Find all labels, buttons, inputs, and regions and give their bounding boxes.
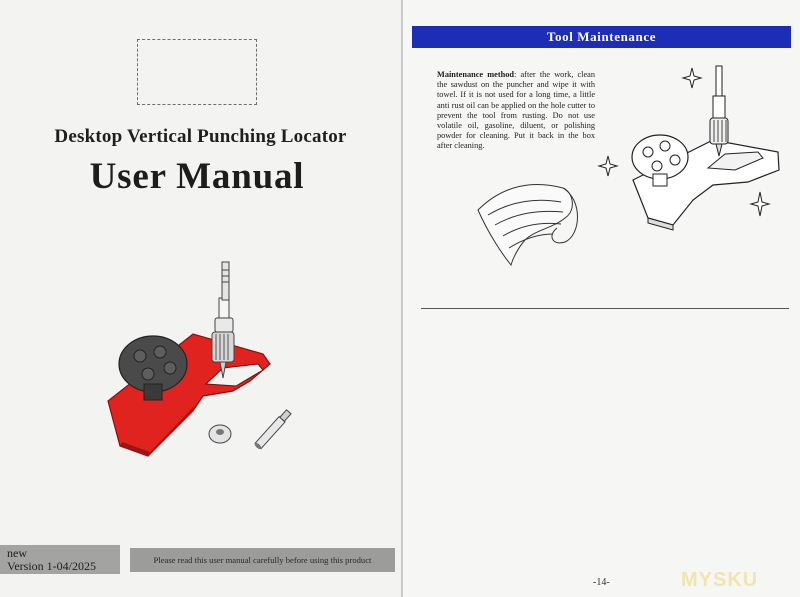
- version-number: Version 1-04/2025: [7, 559, 96, 573]
- watermark: MYSKU: [681, 569, 759, 591]
- section-header: Tool Maintenance: [412, 26, 791, 48]
- page-number: -14-: [593, 577, 610, 588]
- manual-title: User Manual: [89, 156, 305, 197]
- version-box: [0, 545, 120, 574]
- towel-drawing: [478, 184, 578, 265]
- version-new: new: [7, 546, 27, 560]
- maintenance-body: : after the work, clean the sawdust on the puncher and wipe it with towel. If it is not used for a long time, a little anti rust oil can be applied on the hole cutter to prevent the tool from rusting. Do not use volatile oil, gasoline, diluent, or polishing powder for cleaning. Put it back in the box after cleaning.: [437, 70, 596, 151]
- maintenance-page: [403, 0, 800, 597]
- logo-placeholder: [137, 39, 257, 105]
- product-subtitle: Desktop Vertical Punching Locator: [54, 126, 347, 147]
- maintenance-illustration: [473, 60, 793, 270]
- maintenance-label: Maintenance method: [437, 70, 515, 79]
- section-divider: [421, 308, 789, 309]
- punching-locator-illustration: [98, 256, 328, 466]
- read-notice-bar: Please read this user manual carefully before using this product: [130, 548, 395, 572]
